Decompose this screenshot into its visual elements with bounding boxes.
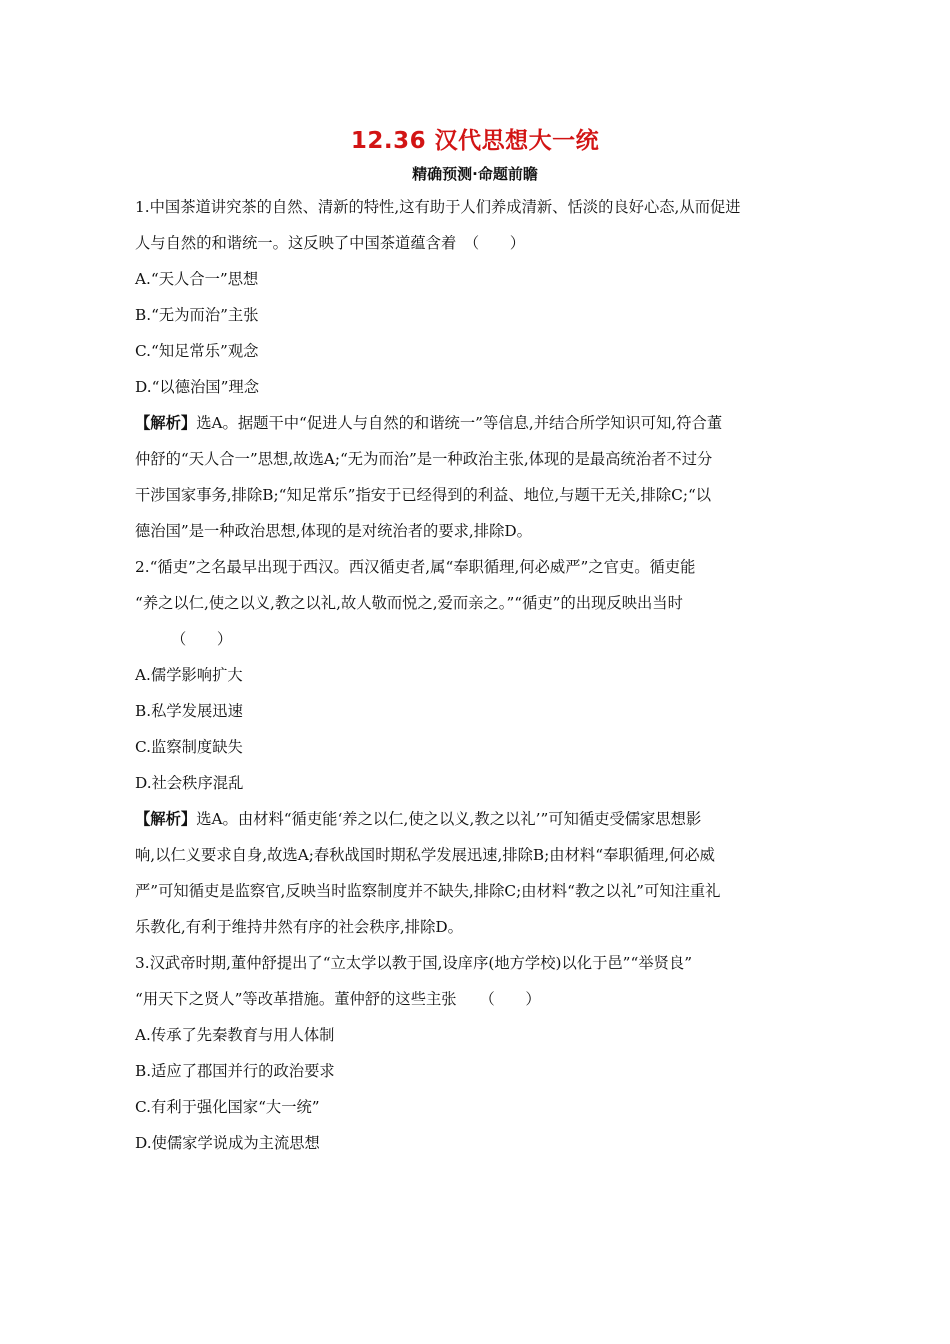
option-a: A.传承了先秦教育与用人体制 [135,1026,335,1044]
analysis-text: 严”可知循吏是监察官,反映当时监察制度并不缺失,排除C;由材料“教之以礼”可知注重礼 [135,882,721,900]
option-a: A.儒学影响扩大 [135,666,243,684]
question-2 [135,549,817,945]
option-d: D.使儒家学说成为主流思想 [135,1134,320,1152]
answer-blank: （ ） [171,630,233,648]
analysis-text: 乐教化,有利于维持井然有序的社会秩序,排除D。 [135,918,463,936]
question-list [135,189,817,1161]
analysis-tag: 【解析】 [135,414,197,432]
analysis [135,405,817,441]
analysis [135,801,817,837]
question-stem: “养之以仁,使之以义,教之以礼,故人敬而悦之,爱而亲之。”“循吏”的出现反映出当时 [135,594,683,612]
analysis-text: 响,以仁义要求自身,故选A;春秋战国时期私学发展迅速,排除B;由材料“奉职循理,何必威 [135,846,715,864]
question-stem: 2.“循吏”之名最早出现于西汉。西汉循吏者,属“奉职循理,何必威严”之官吏。循吏能 [135,558,696,576]
question-3 [135,945,817,1161]
analysis-text: 德治国”是一种政治思想,体现的是对统治者的要求,排除D。 [135,522,532,540]
option-c: C.有利于强化国家“大一统” [135,1098,320,1116]
analysis-text: 选A。由材料“循吏能‘养之以仁,使之以义,教之以礼’”可知循吏受儒家思想影 [196,810,702,828]
question-stem: 3.汉武帝时期,董仲舒提出了“立太学以教于国,设庠序(地方学校)以化于邑”“举贤良” [135,954,693,972]
option-d: D.“以德治国”理念 [135,378,260,396]
page-subtitle: 精确预测·命题前瞻 [412,165,538,183]
option-c: C.“知足常乐”观念 [135,342,259,360]
option-d: D.社会秩序混乱 [135,774,244,792]
option-b: B.适应了郡国并行的政治要求 [135,1062,335,1080]
analysis-tag: 【解析】 [135,810,197,828]
question-1 [135,189,817,549]
option-c: C.监察制度缺失 [135,738,243,756]
question-stem: “用天下之贤人”等改革措施。董仲舒的这些主张 （ ） [135,990,541,1008]
option-a: A.“天人合一”思想 [135,270,259,288]
analysis-text: 仲舒的“天人合一”思想,故选A;“无为而治”是一种政治主张,体现的是最高统治者不过分 [135,450,713,468]
question-stem: 1.中国茶道讲究茶的自然、清新的特性,这有助于人们养成清新、恬淡的良好心态,从而促进 [135,198,741,216]
analysis-text: 选A。据题干中“促进人与自然的和谐统一”等信息,并结合所学知识可知,符合董 [196,414,723,432]
question-stem: 人与自然的和谐统一。这反映了中国茶道蕴含着 （ ） [135,234,526,252]
page-title: 12.36 汉代思想大一统 [350,128,600,154]
option-b: B.“无为而治”主张 [135,306,259,324]
option-b: B.私学发展迅速 [135,702,243,720]
analysis-text: 干涉国家事务,排除B;“知足常乐”指安于已经得到的利益、地位,与题干无关,排除C;“以 [135,486,712,504]
